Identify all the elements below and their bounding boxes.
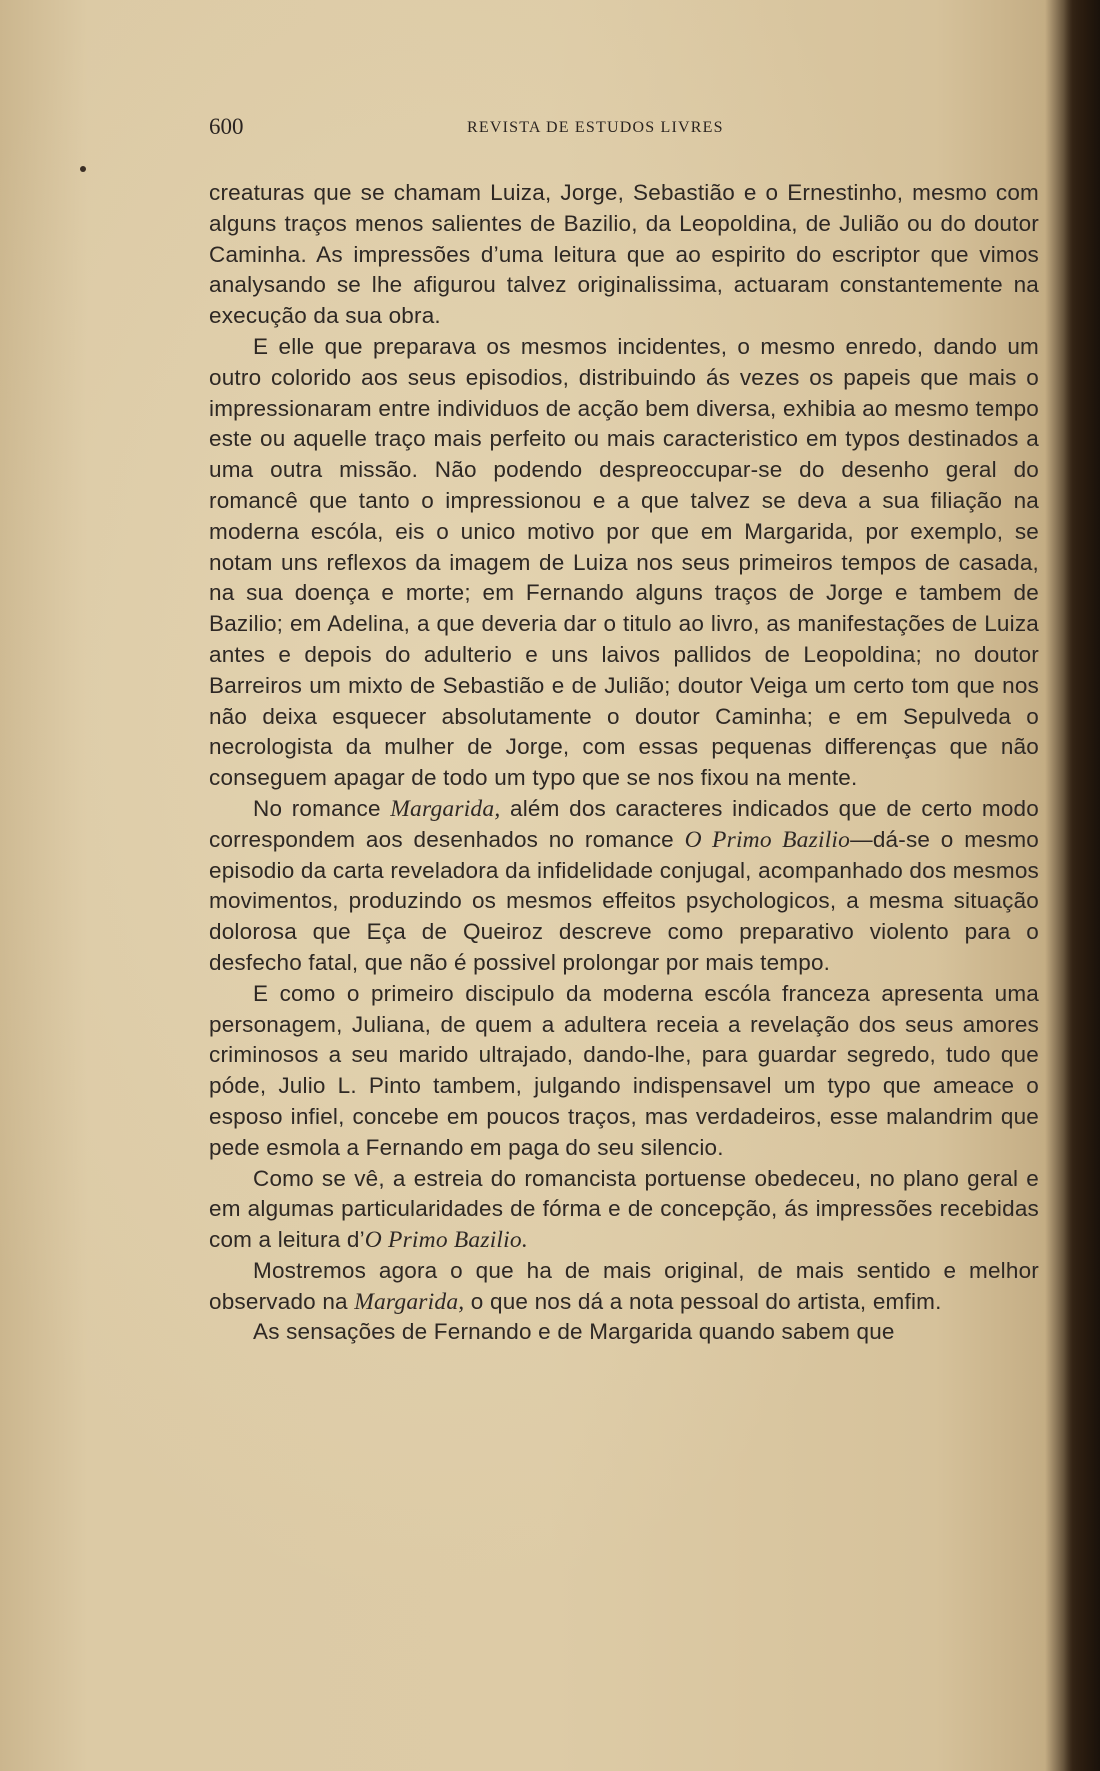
page-number: 600 bbox=[209, 114, 244, 139]
text-run: o que nos dá a nota pessoal do artista, emfim. bbox=[464, 1288, 942, 1314]
binding-shadow bbox=[1064, 0, 1100, 1771]
running-title: REVISTA DE ESTUDOS LIVRES bbox=[467, 119, 724, 136]
text-run: —dá-se o mesmo episodio da carta reveladora da infidelidade conjugal, acompanhado dos mesmos movimentos, produzindo os mesmos effeitos psychologicos, a mesma situação dolorosa que Eça de Queiroz descreve como preparativo violento para o desfecho fatal, que não é possivel prolongar por mais tempo. bbox=[209, 826, 1039, 975]
ink-speck bbox=[80, 166, 86, 172]
italic-title: O Primo Bazilio. bbox=[364, 1227, 528, 1254]
page-header bbox=[209, 114, 1039, 144]
italic-title: Margarida, bbox=[354, 1288, 465, 1315]
text-run: Como se vê, a estreia do romancista portuense obedeceu, no plano geral e em algumas particularidades de fórma e de concepção, ás impressões recebidas com a leitura d’ bbox=[209, 1165, 1039, 1253]
text-run: Mostremos agora o que ha de mais original, de mais sentido e melhor observado na bbox=[209, 1257, 1039, 1314]
text-run: E como o primeiro discipulo da moderna escóla franceza apresenta uma personagem, Juliana, de quem a adultera receia a revelação dos seus amores criminosos a seu marido ultrajado, dando-lhe, para guardar segredo, tudo que póde, Julio L. Pinto tambem, julgando indispensavel um typo que ameace o esposo infiel, concebe em poucos traços, mas verdadeiros, esse malandrim que pede esmola a Fernando em paga do seu silencio. bbox=[209, 980, 1039, 1160]
paragraph bbox=[209, 332, 1039, 794]
italic-title: Margarida, bbox=[390, 795, 501, 822]
paragraph bbox=[209, 1164, 1039, 1256]
paragraph bbox=[209, 979, 1039, 1164]
text-run: além dos caracteres indicados que de certo modo correspondem aos desenhados no romance bbox=[209, 795, 1039, 852]
paragraph bbox=[209, 1317, 1039, 1348]
paragraph bbox=[209, 178, 1039, 332]
text-run: creaturas que se chamam Luiza, Jorge, Sebastião e o Ernestinho, mesmo com alguns traços menos salientes de Bazilio, da Leopoldina, de Julião ou do doutor Caminha. As impressões d’uma leitura que ao espirito do escriptor que vimos analysando se lhe afigurou talvez originalissima, actuaram constantemente na execução da sua obra. bbox=[209, 180, 1039, 329]
text-run: No romance bbox=[253, 795, 391, 821]
italic-title: O Primo Bazilio bbox=[684, 826, 851, 853]
text-run: E elle que preparava os mesmos incidentes, o mesmo enredo, dando um outro colorido aos seus episodios, distribuindo ás vezes os papeis que mais o impressionaram entre individuos de acção bem diversa, exhibia ao mesmo tempo este ou aquelle traço mais perfeito ou mais caracteristico em typos destinados a uma outra missão. Não podendo despreoccupar-se do desenho geral do romancê que tanto o impressionou e a que talvez se deva a sua filiação na moderna escóla, eis o unico motivo por que em Margarida, por exemplo, se notam uns reflexos da imagem de Luiza nos seus primeiros tempos de casada, na sua doença e morte; em Fernando alguns traços de Jorge e tambem de Bazilio; em Adelina, a que deveria dar o titulo ao livro, as manifestações de Luiza antes e depois do adulterio e uns laivos pallidos de Leopoldina; no doutor Barreiros um mixto de Sebastião e de Julião; doutor Veiga um certo tom que nos não deixa esquecer absolutamente o doutor Caminha; e em Sepulveda o necrologista da mulher de Jorge, com essas pequenas differenças que não conseguem apagar de todo um typo que se nos fixou na mente. bbox=[209, 333, 1039, 791]
text-run: As sensações de Fernando e de Margarida quando sabem que bbox=[253, 1319, 895, 1345]
paragraph bbox=[209, 794, 1039, 979]
paragraph bbox=[209, 1256, 1039, 1318]
body-text bbox=[209, 178, 1039, 1348]
